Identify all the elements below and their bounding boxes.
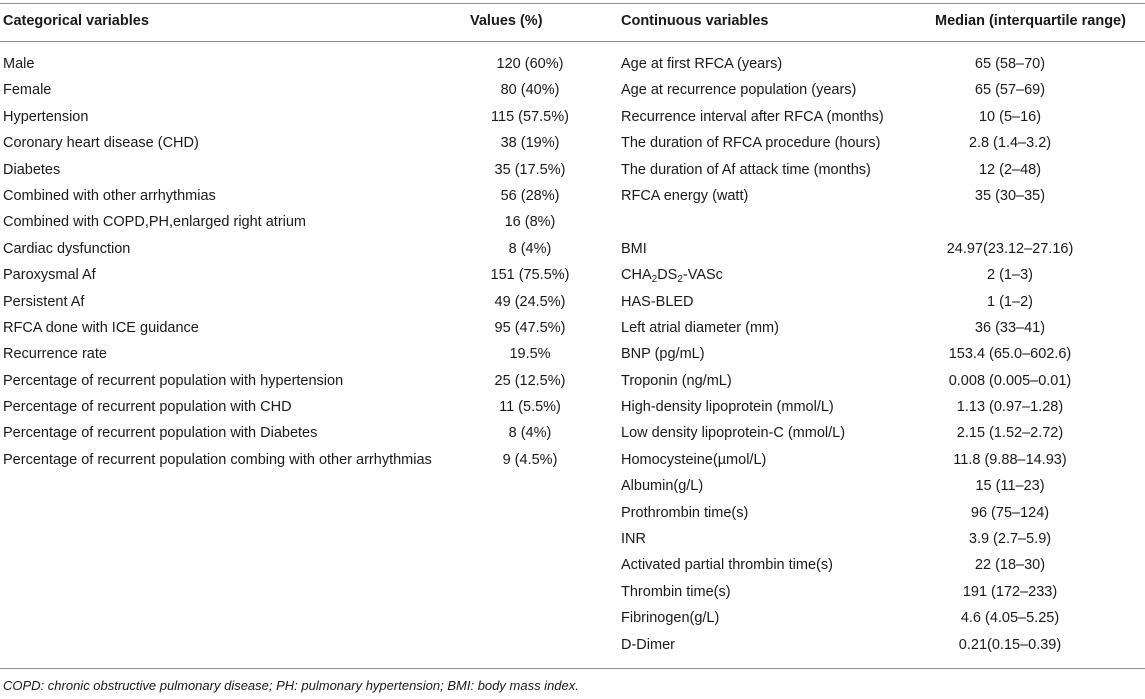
continuous-cell: The duration of Af attack time (months) xyxy=(621,161,871,178)
median-cell: 15 (11–23) xyxy=(975,478,1045,495)
categorical-cell: Recurrence rate xyxy=(3,346,107,363)
continuous-cell: Homocysteine(µmol/L) xyxy=(621,451,767,468)
median-cell: 65 (57–69) xyxy=(974,82,1046,99)
table-row xyxy=(0,267,1145,293)
value-cell: 19.5% xyxy=(509,346,551,363)
categorical-cell: Cardiac dysfunction xyxy=(3,240,131,257)
continuous-cell: Thrombin time(s) xyxy=(621,583,731,600)
continuous-cell: RFCA energy (watt) xyxy=(621,187,749,204)
categorical-cell: Percentage of recurrent population combing with other arrhythmias xyxy=(3,451,432,468)
continuous-cell: Albumin(g/L) xyxy=(621,478,704,495)
table-row xyxy=(0,109,1145,135)
table-row xyxy=(0,162,1145,188)
table-top-rule xyxy=(0,3,1145,4)
median-cell: 10 (5–16) xyxy=(978,108,1042,125)
continuous-cell: HAS-BLED xyxy=(621,293,694,310)
table-row xyxy=(0,452,1145,478)
header-categorical: Categorical variables xyxy=(3,13,149,29)
value-cell: 120 (60%) xyxy=(496,56,564,72)
median-cell: 11.8 (9.88–14.93) xyxy=(953,451,1067,468)
median-cell: 12 (2–48) xyxy=(978,161,1042,178)
table-row xyxy=(0,425,1145,451)
median-cell: 0.008 (0.005–0.01) xyxy=(948,372,1072,389)
categorical-cell: Percentage of recurrent population with CHD xyxy=(3,399,292,416)
table-row xyxy=(0,478,1145,504)
median-cell: 191 (172–233) xyxy=(962,583,1058,600)
median-cell: 2 (1–3) xyxy=(987,267,1033,284)
value-cell: 56 (28%) xyxy=(500,187,560,204)
table-bottom-rule xyxy=(0,668,1145,669)
median-cell: 35 (30–35) xyxy=(974,187,1046,204)
median-cell: 65 (58–70) xyxy=(974,56,1046,72)
value-cell: 49 (24.5%) xyxy=(494,293,566,310)
categorical-cell: Paroxysmal Af xyxy=(3,267,96,284)
value-cell: 95 (47.5%) xyxy=(494,319,566,336)
categorical-cell: Hypertension xyxy=(3,108,89,125)
continuous-cell: Prothrombin time(s) xyxy=(621,504,749,521)
median-cell: 1 (1–2) xyxy=(987,293,1033,310)
table-body xyxy=(0,56,1145,663)
table-row xyxy=(0,214,1145,240)
continuous-cell: Age at recurrence population (years) xyxy=(621,82,857,99)
continuous-cell: Troponin (ng/mL) xyxy=(621,372,732,389)
header-rule xyxy=(0,41,1145,42)
table-row xyxy=(0,188,1145,214)
continuous-cell: Activated partial thrombin time(s) xyxy=(621,557,833,574)
table-row xyxy=(0,56,1145,82)
value-cell: 11 (5.5%) xyxy=(499,399,561,416)
categorical-cell: Male xyxy=(3,56,35,72)
continuous-cell: BNP (pg/mL) xyxy=(621,346,705,363)
continuous-cell: $CHA_2DS_2$-VASc xyxy=(621,267,723,286)
table-row xyxy=(0,135,1145,161)
median-cell: 2.8 (1.4–3.2) xyxy=(968,135,1052,152)
median-cell: 0.21(0.15–0.39) xyxy=(958,636,1062,653)
categorical-cell: Female xyxy=(3,82,52,99)
value-cell: 38 (19%) xyxy=(500,135,560,152)
header-median: Median (interquartile range) xyxy=(935,13,1126,29)
footnote: COPD: chronic obstructive pulmonary disease; PH: pulmonary hypertension; BMI: body mass index. xyxy=(3,678,579,693)
continuous-cell: Fibrinogen(g/L) xyxy=(621,610,720,627)
categorical-cell: RFCA done with ICE guidance xyxy=(3,319,199,336)
table-row xyxy=(0,294,1145,320)
median-cell: 36 (33–41) xyxy=(974,319,1046,336)
table-row xyxy=(0,346,1145,372)
value-cell: 80 (40%) xyxy=(500,82,560,99)
median-cell: 3.9 (2.7–5.9) xyxy=(968,531,1052,548)
table-row xyxy=(0,637,1145,663)
value-cell: 25 (12.5%) xyxy=(494,372,566,389)
continuous-cell: High-density lipoprotein (mmol/L) xyxy=(621,399,834,416)
median-cell: 22 (18–30) xyxy=(974,557,1046,574)
table-row xyxy=(0,610,1145,636)
table-row xyxy=(0,399,1145,425)
table-row xyxy=(0,584,1145,610)
continuous-cell: BMI xyxy=(621,240,647,257)
continuous-cell: Left atrial diameter (mm) xyxy=(621,319,779,336)
value-cell: 16 (8%) xyxy=(504,214,556,231)
table-row xyxy=(0,531,1145,557)
categorical-cell: Combined with other arrhythmias xyxy=(3,187,216,204)
categorical-cell: Combined with COPD,PH,enlarged right atrium xyxy=(3,214,307,231)
value-cell: 151 (75.5%) xyxy=(490,267,570,284)
value-cell: 8 (4%) xyxy=(508,425,552,442)
table-row xyxy=(0,373,1145,399)
continuous-cell: Recurrence interval after RFCA (months) xyxy=(621,108,884,125)
table-row xyxy=(0,82,1145,108)
table-row xyxy=(0,241,1145,267)
value-cell: 9 (4.5%) xyxy=(502,451,558,468)
value-cell: 8 (4%) xyxy=(508,240,552,257)
table-row xyxy=(0,557,1145,583)
continuous-cell: Age at first RFCA (years) xyxy=(621,56,783,72)
median-cell: 153.4 (65.0–602.6) xyxy=(948,346,1072,363)
categorical-cell: Percentage of recurrent population with Diabetes xyxy=(3,425,318,442)
categorical-cell: Coronary heart disease (CHD) xyxy=(3,135,199,152)
categorical-cell: Percentage of recurrent population with hypertension xyxy=(3,372,344,389)
median-cell: 2.15 (1.52–2.72) xyxy=(956,425,1064,442)
value-cell: 115 (57.5%) xyxy=(491,108,569,125)
continuous-cell: The duration of RFCA procedure (hours) xyxy=(621,135,881,152)
continuous-cell: INR xyxy=(621,531,646,548)
median-cell: 96 (75–124) xyxy=(970,504,1050,521)
median-cell: 4.6 (4.05–5.25) xyxy=(960,610,1060,627)
table-row xyxy=(0,505,1145,531)
continuous-cell: Low density lipoprotein-C (mmol/L) xyxy=(621,425,846,442)
header-continuous: Continuous variables xyxy=(621,13,769,29)
categorical-cell: Persistent Af xyxy=(3,293,85,310)
continuous-cell: D-Dimer xyxy=(621,636,675,653)
value-cell: 35 (17.5%) xyxy=(494,161,566,178)
header-values: Values (%) xyxy=(470,13,543,29)
median-cell: 1.13 (0.97–1.28) xyxy=(956,399,1064,416)
median-cell: 24.97(23.12–27.16) xyxy=(946,240,1074,257)
categorical-cell: Diabetes xyxy=(3,161,61,178)
table-row xyxy=(0,320,1145,346)
